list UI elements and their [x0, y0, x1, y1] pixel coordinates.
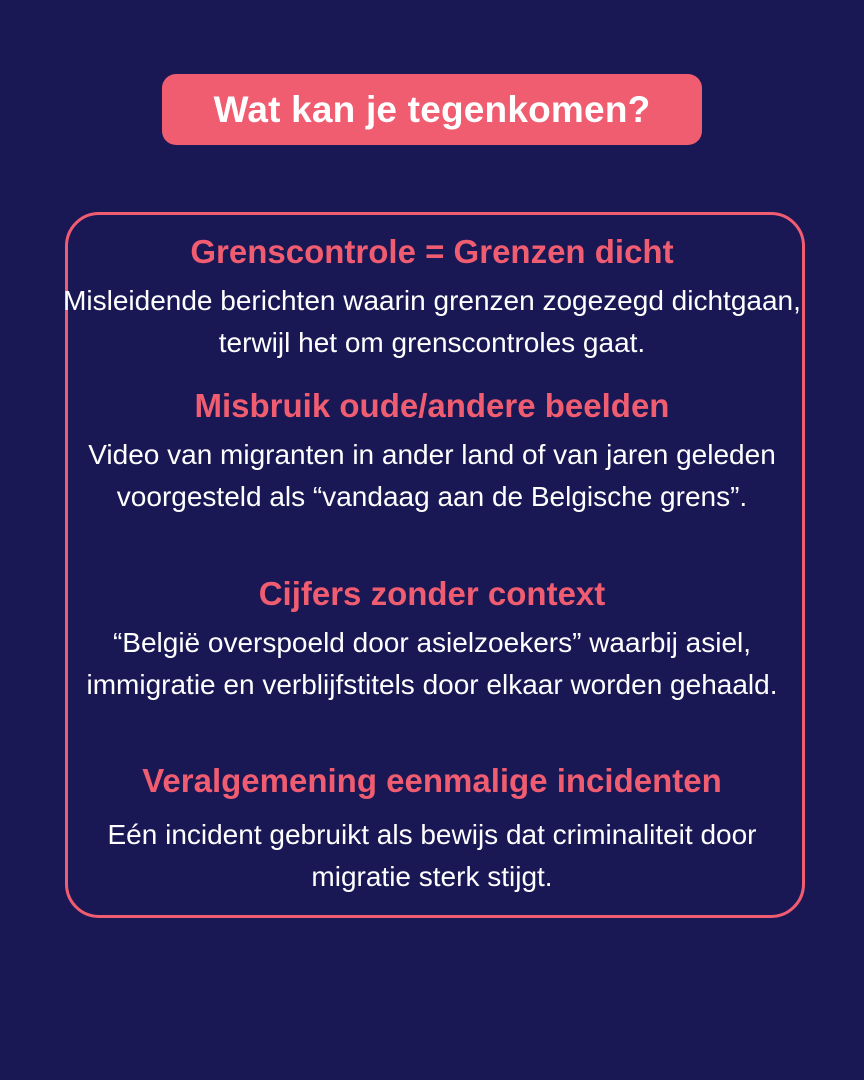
section-heading-misbruik-beelden: Misbruik oude/andere beelden — [194, 387, 670, 424]
section-heading-veralgemening: Veralgemening eenmalige incidenten — [142, 762, 722, 799]
section-heading-cijfers: Cijfers zonder context — [258, 575, 606, 612]
section-heading-grenscontrole: Grenscontrole = Grenzen dicht — [190, 233, 674, 270]
section-text-grenscontrole: Misleidende berichten waarin grenzen zogezegd dichtgaan, terwijl het om grenscontroles gaat. — [63, 285, 801, 358]
section-text-veralgemening: Eén incident gebruikt als bewijs dat criminaliteit door migratie sterk stijgt. — [107, 819, 757, 892]
section-text-cijfers: “België overspoeld door asielzoekers” waarbij asiel, immigratie en verblijfstitels door elkaar worden gehaald. — [86, 627, 778, 700]
title-banner — [162, 74, 702, 145]
section-text-misbruik-beelden: Video van migranten in ander land of van jaren geleden voorgesteld als “vandaag aan de Belgische grens”. — [88, 439, 776, 512]
page-title: Wat kan je tegenkomen? — [213, 88, 651, 130]
